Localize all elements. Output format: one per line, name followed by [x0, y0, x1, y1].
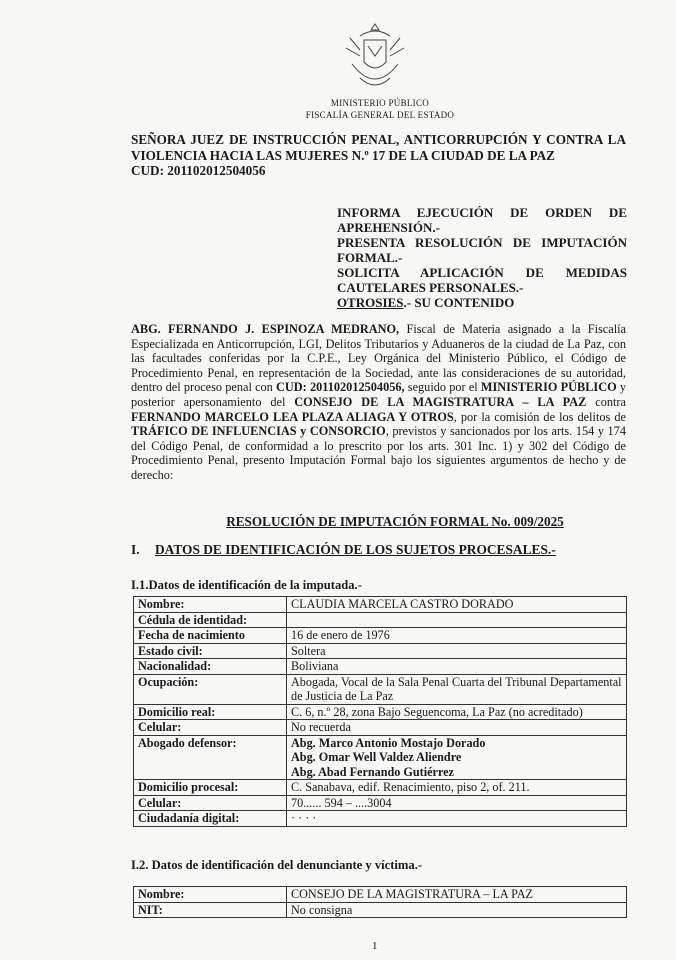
office-name: FISCALÍA GENERAL DEL ESTADO [305, 110, 455, 120]
intro-paragraph [131, 322, 626, 483]
intro-text: y posterior apersonamiento del [131, 380, 626, 409]
ministerio-publico: MINISTERIO PÚBLICO [480, 380, 617, 395]
table-row [134, 643, 627, 659]
field-label: Nombre: [134, 887, 287, 903]
field-value: Abg. Marco Antonio Mostajo Dorado Abg. Omar Well Valdez Aliendre Abg. Abad Fernando Gutiérrez [287, 735, 627, 780]
intro-text: Fiscal de Materia asignado a la Fiscalía Especializada en Anticorrupción, LGI, Delitos Tributarios y Aduaneros de la ciudad de La Paz, con las facultades conferidas por la C.P.E., Ley Orgánica del Ministerio Público, el Código de Procedimiento Penal, en representación de la Sociedad, ante las consideraciones de su autoridad, dentro del proceso penal con [131, 322, 627, 395]
accused-names: FERNANDO MARCELO LEA PLAZA ALIAGA Y OTROS [131, 409, 454, 424]
table-row [134, 720, 627, 736]
field-value: Soltera [287, 643, 627, 659]
table-row [134, 795, 627, 811]
field-value: Boliviana [287, 659, 627, 675]
section-title: DATOS DE IDENTIFICACIÓN DE LOS SUJETOS PROCESALES.- [155, 542, 556, 557]
summary-line-1: INFORMA EJECUCIÓN DE ORDEN DE APREHENSIÓN.- [337, 205, 627, 235]
table-row [134, 735, 627, 780]
field-label: Celular: [134, 720, 287, 736]
table-row [134, 597, 627, 613]
intro-text: , previstos y sancionados por los arts. 154 y 174 del Código Penal, de conformidad a lo prescrito por los arts. 301 Inc. 1) y 302 del Código de Procedimiento Penal, presento Imputación Formal bajo los siguientes argumentos de hecho y de derecho: [131, 424, 626, 482]
field-label: NIT: [134, 902, 287, 918]
field-label: Celular: [134, 795, 287, 811]
addressee-cud: CUD: 201102012504056 [131, 163, 266, 178]
table-row [134, 704, 627, 720]
table-row [134, 674, 627, 704]
prosecutor-name: ABG. FERNANDO J. ESPINOZA MEDRANO, [131, 322, 400, 336]
table-row [134, 628, 627, 644]
victima-table [133, 886, 627, 918]
table-row [134, 902, 627, 918]
otrosies-label: OTROSIES [337, 295, 404, 310]
summary-line-3: SOLICITA APLICACIÓN DE MEDIDAS CAUTELARES PERSONALES.- [337, 265, 627, 295]
field-value: 70...... 594 – ....3004 [287, 795, 627, 811]
field-label: Abogado defensor: [134, 735, 287, 780]
table-row [134, 612, 627, 628]
field-label: Estado civil: [134, 643, 287, 659]
intro-text: seguido por el [404, 380, 481, 395]
summary-line-2: PRESENTA RESOLUCIÓN DE IMPUTACIÓN FORMAL.- [337, 235, 627, 265]
field-value [287, 612, 627, 628]
petition-summary [337, 205, 627, 310]
field-value: · · · · [287, 811, 627, 827]
page-number: 1 [372, 940, 378, 952]
resolution-title: RESOLUCIÓN DE IMPUTACIÓN FORMAL No. 009/2025 [226, 514, 564, 529]
field-value: Abogada, Vocal de la Sala Penal Cuarta del Tribunal Departamental de Justicia de La Paz [287, 674, 627, 704]
intro-text: , por la comisión de los delitos de [453, 409, 626, 424]
intro-cud: CUD: 201102012504056, [276, 380, 405, 395]
crimes: TRÁFICO DE INFLUENCIAS y CONSORCIO [131, 424, 386, 439]
section-1-heading [131, 542, 556, 558]
institution-name: MINISTERIO PÚBLICO [330, 98, 430, 108]
field-label: Ciudadanía digital: [134, 811, 287, 827]
field-value: C. Sanabava, edif. Renacimiento, piso 2, of. 211. [287, 780, 627, 796]
table-row [134, 659, 627, 675]
field-label: Nacionalidad: [134, 659, 287, 675]
field-value: 16 de enero de 1976 [287, 628, 627, 644]
summary-line-4 [337, 295, 627, 310]
table-row [134, 811, 627, 827]
field-label: Nombre: [134, 597, 287, 613]
field-label: Domicilio procesal: [134, 780, 287, 796]
field-label: Ocupación: [134, 674, 287, 704]
coat-of-arms-icon [330, 18, 420, 100]
addressee [131, 132, 626, 179]
field-value: No consigna [287, 902, 627, 918]
field-value: No recuerda [287, 720, 627, 736]
field-value: C. 6, n.º 28, zona Bajo Seguencoma, La Paz (no acreditado) [287, 704, 627, 720]
addressee-line: SEÑORA JUEZ DE INSTRUCCIÓN PENAL, ANTICORRUPCIÓN Y CONTRA LA VIOLENCIA HACIA LAS MUJERES N.º 17 DE LA CIUDAD DE LA PAZ [131, 132, 626, 163]
field-label: Cédula de identidad: [134, 612, 287, 628]
subsection-1-heading: I.1.Datos de identificación de la imputada.- [131, 578, 362, 592]
field-value: CONSEJO DE LA MAGISTRATURA – LA PAZ [287, 887, 627, 903]
consejo-magistratura: CONSEJO DE LA MAGISTRATURA – LA PAZ [294, 394, 587, 409]
intro-text: contra [586, 394, 626, 409]
field-label: Domicilio real: [134, 704, 287, 720]
field-label: Fecha de nacimiento [134, 628, 287, 644]
imputada-table [133, 596, 627, 827]
su-contenido-label: .- SU CONTENIDO [403, 295, 515, 310]
table-row [134, 887, 627, 903]
section-number: I. [131, 542, 140, 557]
field-value: CLAUDIA MARCELA CASTRO DORADO [287, 597, 627, 613]
table-row [134, 780, 627, 796]
subsection-2-heading: I.2. Datos de identificación del denunciante y víctima.- [131, 858, 423, 872]
